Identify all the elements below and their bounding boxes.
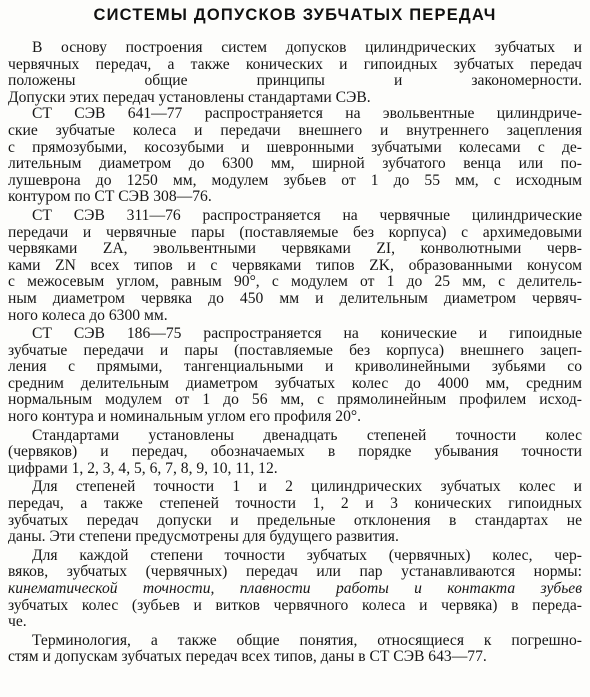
text-line: нормальным модулем от 1 до 56 мм, с прямолинейным профилем исход-	[8, 392, 582, 409]
text-line: червяками ZA, эвольвентными червяками ZI, конволютными черв-	[8, 241, 582, 258]
text-line: кинематической точности, плавности работы и контакта зубьев	[8, 581, 582, 597]
text-line: В основу построения систем допусков цилиндрических зубчатых и	[32, 40, 582, 56]
text-line: ления с прямыми, тангенциальными и криволинейными зубьями со	[8, 359, 582, 376]
paragraph-st-sev-186	[8, 326, 582, 426]
text-line: ного контура и номинальным углом его профиля 20°.	[8, 409, 362, 426]
text-line: че.	[8, 614, 27, 631]
text-line: зубчатых передач допуски и предельные отклонения в стандартах не	[8, 512, 582, 529]
text-line: (червяков) и передач, обозначаемых в порядке убывания точности	[8, 444, 582, 461]
text-line: контуром по СТ СЭВ 308—76.	[8, 189, 212, 206]
text-line: зубчатые передачи и пары (поставляемые без корпуса) внешнего зацеп-	[8, 342, 582, 359]
text-line: Для каждой степени точности зубчатых (червячных) колес, чер-	[32, 547, 582, 564]
paragraph-accuracy-grades	[8, 428, 582, 478]
text-line: средним делительным диаметром зубчатых колес до 4000 мм, средним	[8, 375, 582, 392]
text-line: СТ СЭВ 311—76 распространяется на червячные цилиндрические	[32, 207, 582, 224]
text-line: ным диаметром червяка до 450 мм и делительным диаметром червяч-	[8, 290, 582, 307]
paragraph-intro	[8, 40, 582, 106]
body-text	[8, 40, 582, 666]
paragraph-grades-1-2	[8, 479, 582, 545]
text-line: передачи и червячные пары (поставляемые без корпуса) с архимедовыми	[8, 224, 582, 241]
text-line: зубчатых колес (зубьев и витков червячного колеса и червяка) в переда-	[8, 597, 582, 614]
text-line: Терминология, а также общие понятия, относящиеся к погрешно-	[32, 632, 582, 649]
text-line: червячных передач, а также конических и гипоидных зубчатых передач	[8, 56, 582, 73]
paragraph-st-sev-641	[8, 106, 582, 206]
text-line: вяков, зубчатых (червячных) передач или пар устанавливаются нормы:	[8, 564, 582, 581]
page-title: СИСТЕМЫ ДОПУСКОВ ЗУБЧАТЫХ ПЕРЕДАЧ	[93, 6, 497, 24]
text-line: стям и допускам зубчатых передач всех типов, даны в СТ СЭВ 643—77.	[8, 649, 487, 666]
text-line: Стандартами установлены двенадцать степеней точности колес	[32, 427, 582, 444]
paragraph-terminology	[8, 633, 582, 666]
paragraph-norms	[8, 548, 582, 631]
text-line: лушеврона до 1250 мм, модулем зубьев от 1 до 55 мм, с исходным	[8, 172, 582, 189]
text-line: положены общие принципы и закономерности.	[8, 73, 582, 90]
text-line: цифрами 1, 2, 3, 4, 5, 6, 7, 8, 9, 10, 11, 12.	[8, 460, 278, 477]
text-line: с прямозубыми, косозубыми и шевронными зубчатыми колесами с де-	[8, 139, 582, 156]
text-line: Допуски этих передач установлены стандартами СЭВ.	[8, 89, 371, 106]
text-line: с межосевым углом, равным 90°, с модулем от 1 до 25 мм, с делитель-	[8, 274, 582, 291]
text-line: СТ СЭВ 641—77 распространяется на эвольвентные цилиндриче-	[32, 106, 582, 123]
text-line: лительным диаметром до 6300 мм, ширной зубчатого венца или по-	[8, 156, 582, 173]
text-line: передач, а также степеней точности 1, 2 и 3 конических гипоидных	[8, 496, 582, 513]
text-line: даны. Эти степени предусмотрены для будущего развития.	[8, 529, 399, 546]
text-line: ного колеса до 6300 мм.	[8, 307, 168, 324]
text-line: Для степеней точности 1 и 2 цилиндрических зубчатых колес и	[32, 479, 582, 496]
text-line: ские зубчатые колеса и передачи внешнего и внутреннего зацепления	[8, 122, 582, 139]
text-line: СТ СЭВ 186—75 распространяется на конические и гипоидные	[32, 326, 582, 343]
paragraph-st-sev-311	[8, 208, 582, 324]
text-line: ками ZN всех типов и с червяками типов ZK, образованными конусом	[8, 257, 582, 274]
